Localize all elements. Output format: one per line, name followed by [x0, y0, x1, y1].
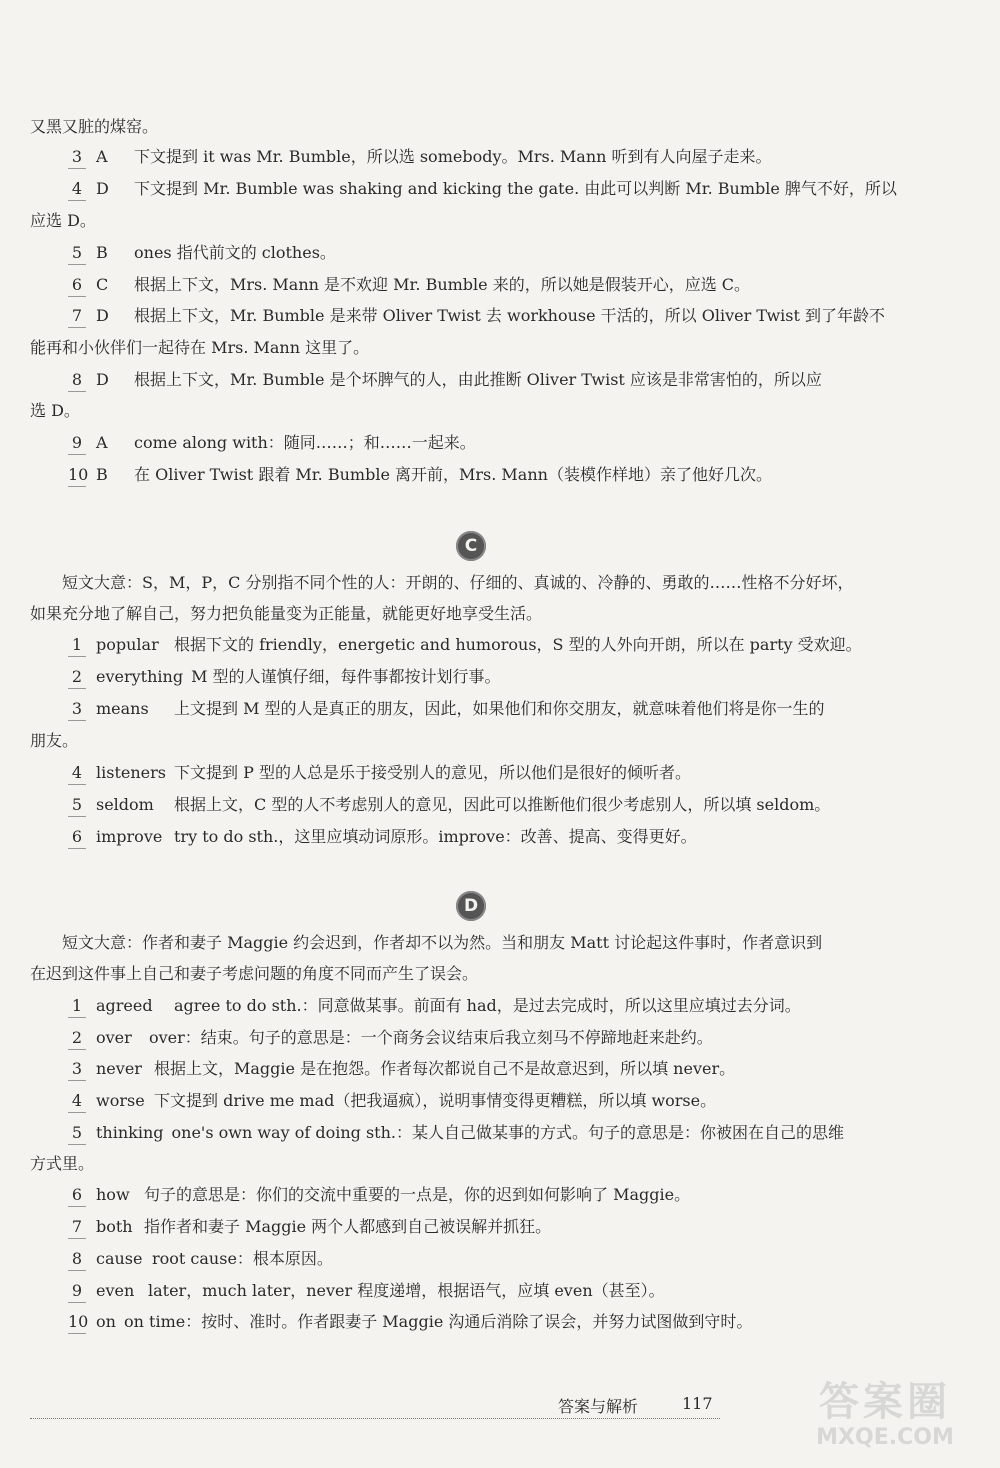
item-explanation: one's own way of doing sth.：某人自己做某事的方式。句子的意思是：你被困在自己的思维: [171, 1123, 844, 1142]
item-number: 8: [68, 369, 86, 392]
item-number: 6: [68, 1184, 86, 1207]
item-answer: means: [96, 699, 149, 718]
answer-item: [68, 369, 958, 392]
item-explanation: 根据上下文，Mr. Bumble 是来带 Oliver Twist 去 workhouse 干活的，所以 Oliver Twist 到了年龄不: [134, 306, 886, 325]
item-number: 9: [68, 1280, 86, 1303]
item-explanation: M 型的人谨慎仔细，每件事都按计划行事。: [191, 667, 501, 686]
item-number: 6: [68, 826, 86, 849]
section-d-summary-cont: 在迟到这件事上自己和妻子考虑问题的角度不同而产生了误会。: [30, 964, 479, 983]
item-explanation: 下文提到 drive me mad（把我逼疯），说明事情变得更糟糕，所以填 worse。: [154, 1091, 717, 1110]
item-number: 3: [68, 698, 86, 721]
answer-item: [68, 1090, 958, 1113]
continuation-line: 应选 D。: [30, 211, 96, 230]
item-answer: D: [96, 306, 109, 325]
item-number: 1: [68, 995, 86, 1018]
item-number: 10: [68, 1311, 86, 1334]
item-explanation: try to do sth.，这里应填动词原形。improve：改善、提高、变得更好。: [174, 827, 697, 846]
item-number: 7: [68, 305, 86, 328]
answer-item: [68, 995, 958, 1018]
item-explanation: 根据上文，C 型的人不考虑别人的意见，因此可以推断他们很少考虑别人，所以填 seldom。: [174, 795, 831, 814]
item-explanation: ones 指代前文的 clothes。: [134, 243, 336, 262]
continuation-line: 又黑又脏的煤窑。: [30, 117, 159, 136]
item-number: 5: [68, 242, 86, 265]
section-d-badge: D: [456, 891, 486, 921]
answer-item: [68, 1248, 958, 1271]
item-explanation: 根据上下文，Mrs. Mann 是不欢迎 Mr. Bumble 来的，所以她是假装开心，应选 C。: [134, 275, 751, 294]
item-number: 7: [68, 1216, 86, 1239]
item-answer: D: [96, 179, 109, 198]
item-answer: A: [96, 433, 108, 452]
continuation-line: 选 D。: [30, 401, 80, 420]
answer-item: [68, 1122, 958, 1145]
item-answer: everything: [96, 667, 184, 686]
answer-item: [68, 432, 958, 455]
answer-item: [68, 1027, 958, 1050]
item-answer: cause: [96, 1249, 143, 1268]
item-answer: thinking: [96, 1123, 164, 1142]
item-answer: B: [96, 243, 108, 262]
item-answer: listeners: [96, 763, 166, 782]
item-number: 3: [68, 146, 86, 169]
answer-item: [68, 762, 958, 785]
footer-label: 答案与解析: [558, 1397, 639, 1416]
item-explanation: 在 Oliver Twist 跟着 Mr. Bumble 离开前，Mrs. Mann（装模作样地）亲了他好几次。: [134, 465, 772, 484]
item-explanation: come along with：随同……；和……一起来。: [134, 433, 476, 452]
item-explanation: on time：按时、准时。作者跟妻子 Maggie 沟通后消除了误会，并努力试图做到守时。: [124, 1312, 753, 1331]
answer-item: [68, 1280, 958, 1303]
item-answer: worse: [96, 1091, 145, 1110]
item-number: 10: [68, 464, 86, 487]
item-number: 1: [68, 634, 86, 657]
item-explanation: 指作者和妻子 Maggie 两个人都感到自己被误解并抓狂。: [144, 1217, 552, 1236]
item-number: 2: [68, 1027, 86, 1050]
item-number: 4: [68, 178, 86, 201]
item-answer: on: [96, 1312, 116, 1331]
answer-item: [68, 464, 958, 487]
answer-item: [68, 698, 958, 721]
item-answer: never: [96, 1059, 142, 1078]
item-explanation: over：结束。句子的意思是：一个商务会议结束后我立刻马不停蹄地赶来赴约。: [149, 1028, 713, 1047]
answer-item: [68, 794, 958, 817]
item-explanation: 下文提到 P 型的人总是乐于接受别人的意见，所以他们是很好的倾听者。: [174, 763, 691, 782]
answer-item: [68, 274, 958, 297]
item-explanation: 下文提到 it was Mr. Bumble，所以选 somebody。Mrs. Mann 听到有人向屋子走来。: [134, 147, 772, 166]
item-number: 9: [68, 432, 86, 455]
answer-item: [68, 1311, 958, 1334]
section-c-summary: 短文大意：S，M，P，C 分别指不同个性的人：开朗的、仔细的、真诚的、冷静的、勇敢的……性格不分好坏，: [62, 573, 854, 592]
item-answer: over: [96, 1028, 132, 1047]
continuation-line: 能再和小伙伴们一起待在 Mrs. Mann 这里了。: [30, 338, 370, 357]
item-answer: both: [96, 1217, 133, 1236]
item-explanation: 根据上文，Maggie 是在抱怨。作者每次都说自己不是故意迟到，所以填 never。: [154, 1059, 736, 1078]
page-number: 117: [682, 1394, 713, 1413]
answer-item: [68, 666, 958, 689]
answer-item: [68, 178, 958, 201]
section-d-summary: 短文大意：作者和妻子 Maggie 约会迟到，作者却不以为然。当和朋友 Matt 讨论起这件事时，作者意识到: [62, 933, 823, 952]
item-number: 2: [68, 666, 86, 689]
item-explanation: agree to do sth.：同意做某事。前面有 had，是过去完成时，所以这里应填过去分词。: [174, 996, 801, 1015]
item-answer: D: [96, 370, 109, 389]
item-number: 6: [68, 274, 86, 297]
item-answer: A: [96, 147, 108, 166]
answer-item: [68, 242, 958, 265]
item-explanation: 下文提到 Mr. Bumble was shaking and kicking the gate. 由此可以判断 Mr. Bumble 脾气不好，所以: [134, 179, 897, 198]
item-number: 3: [68, 1058, 86, 1081]
answer-item: [68, 305, 958, 328]
item-explanation: root cause：根本原因。: [152, 1249, 333, 1268]
footer-divider: [30, 1418, 720, 1419]
answer-item: [68, 1058, 958, 1081]
answer-item: [68, 826, 958, 849]
watermark-domain: MXQE.COM: [816, 1425, 954, 1450]
item-explanation: 根据下文的 friendly，energetic and humorous，S 型的人外向开朗，所以在 party 受欢迎。: [174, 635, 862, 654]
item-explanation: 句子的意思是：你们的交流中重要的一点是，你的迟到如何影响了 Maggie。: [144, 1185, 691, 1204]
item-number: 4: [68, 762, 86, 785]
item-answer: B: [96, 465, 108, 484]
watermark-text: 答案圈: [819, 1379, 951, 1425]
item-explanation: 上文提到 M 型的人是真正的朋友，因此，如果他们和你交朋友，就意味着他们将是你一生的: [174, 699, 825, 718]
item-explanation: later，much later，never 程度递增，根据语气，应填 even（甚至）。: [148, 1281, 665, 1300]
continuation-line: 朋友。: [30, 731, 79, 750]
continuation-line: 方式里。: [30, 1154, 95, 1173]
item-answer: seldom: [96, 795, 154, 814]
item-answer: popular: [96, 635, 159, 654]
answer-item: [68, 1184, 958, 1207]
item-number: 4: [68, 1090, 86, 1113]
item-answer: agreed: [96, 996, 153, 1015]
answer-item: [68, 634, 958, 657]
answer-item: [68, 1216, 958, 1239]
answer-item: [68, 146, 958, 169]
item-explanation: 根据上下文，Mr. Bumble 是个坏脾气的人，由此推断 Oliver Twist 应该是非常害怕的，所以应: [134, 370, 822, 389]
item-number: 8: [68, 1248, 86, 1271]
watermark-logo: [780, 1380, 990, 1460]
item-answer: C: [96, 275, 109, 294]
section-c-badge: C: [456, 531, 486, 561]
item-number: 5: [68, 794, 86, 817]
item-number: 5: [68, 1122, 86, 1145]
item-answer: how: [96, 1185, 130, 1204]
item-answer: improve: [96, 827, 163, 846]
section-c-summary-cont: 如果充分地了解自己，努力把负能量变为正能量，就能更好地享受生活。: [30, 604, 543, 623]
item-answer: even: [96, 1281, 135, 1300]
